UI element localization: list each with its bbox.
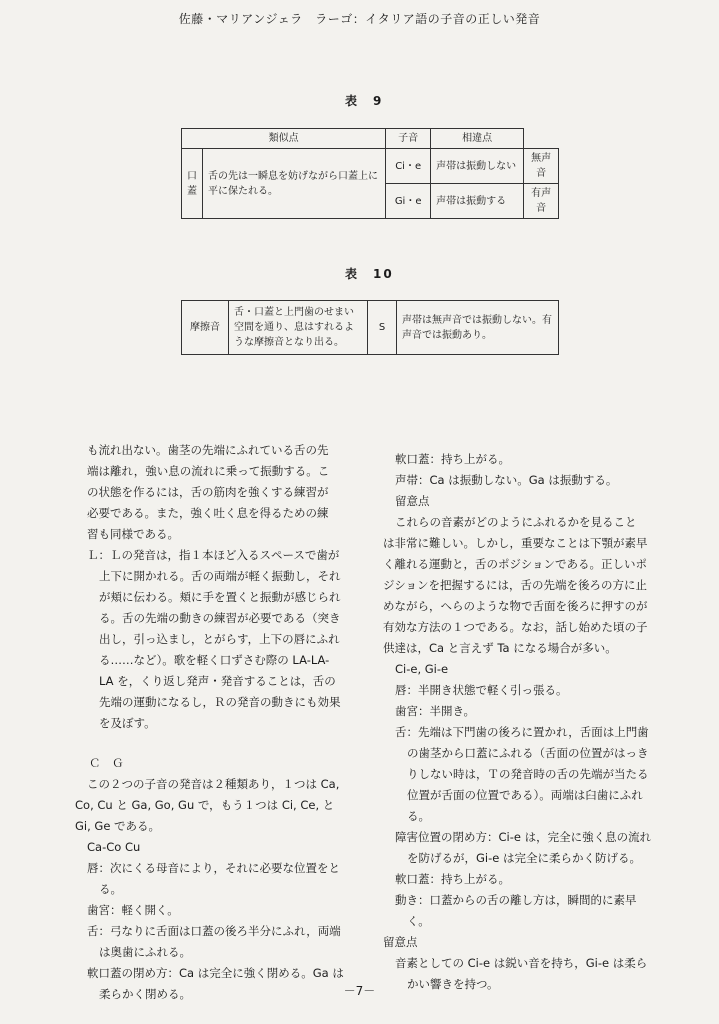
left-line: LA を，くり返し発声・発音することは，舌の xyxy=(99,674,336,688)
right-line: の歯茎から口蓋にふれる（舌面の位置がはっき xyxy=(407,746,649,760)
right-line: ジションを把握するには，舌の先端を後ろの方に止 xyxy=(383,578,647,592)
left-line: 唇：次にくる母音により，それに必要な位置をと xyxy=(87,861,340,875)
page-header: 佐藤・マリアンジェラ ラーゴ：イタリア語の子音の正しい発音 xyxy=(178,12,541,26)
table9-voicing-ci: 無声音 xyxy=(524,149,559,184)
left-column xyxy=(75,440,375,1005)
right-line: る。 xyxy=(407,809,430,823)
table10-label: 摩擦音 xyxy=(182,301,229,355)
right-line: 動き：口蓋からの舌の離し方は，瞬間的に素早 xyxy=(395,893,637,907)
left-line: この２つの子音の発音は２種類あり，１つは Ca, xyxy=(87,777,340,791)
right-line: 軟口蓋：持ち上がる。 xyxy=(395,452,510,466)
left-line: る……など）。歌を軽く口ずさむ際の LA-LA- xyxy=(99,653,330,667)
left-line: を及ぼす。 xyxy=(99,716,156,730)
left-line: る。 xyxy=(99,882,122,896)
table9-consonant-ci: Ci・e xyxy=(386,149,431,184)
left-line: 出し，引っ込まし，とがらす，上下の唇にふれ xyxy=(99,632,340,646)
right-line: は非常に難しい。しかし，重要なことは下顎が素早 xyxy=(383,536,648,550)
table9-voicing-gi: 有声音 xyxy=(524,184,559,219)
right-line: 位置が舌面の位置である）。両端は臼歯にふれ xyxy=(407,788,643,802)
right-line: 供達は，Ca と言えず Ta になる場合が多い。 xyxy=(383,641,617,655)
left-line: Co, Cu と Ga, Go, Gu で，もう１つは Ci, Ce, と xyxy=(75,798,335,812)
left-line: も流れ出ない。歯茎の先端にふれている舌の先 xyxy=(87,443,329,457)
subheading-ci-gi: Ci-e, Gi-e xyxy=(395,662,449,676)
right-line: 唇：半開き状態で軽く引っ張る。 xyxy=(395,683,568,697)
table10-consonant: S xyxy=(368,301,397,355)
page-number: －7－ xyxy=(343,984,376,998)
left-line: 舌：弓なりに舌面は口蓋の後ろ半分にふれ，両端 xyxy=(87,924,341,938)
left-line: 端は離れ，強い息の流れに乗って振動する。こ xyxy=(87,464,330,478)
left-line: 軟口蓋の閉め方：Ca は完全に強く閉める。Ga は xyxy=(87,966,344,980)
right-line: 軟口蓋：持ち上がる。 xyxy=(395,872,510,886)
table10 xyxy=(181,300,559,355)
left-line: が頬に伝わる。頬に手を置くと振動が感じられ xyxy=(99,590,341,604)
table9-row-label: 口蓋 xyxy=(182,149,203,219)
table9-similarity: 舌の先は一瞬息を妨げながら口蓋上に平に保たれる。 xyxy=(203,149,386,219)
left-line: 歯宮：軽く開く。 xyxy=(87,903,179,917)
table9-title: 表 9 xyxy=(345,94,384,108)
left-line: Gi, Ge である。 xyxy=(75,819,161,833)
section-heading-cg: Ｃ Ｇ xyxy=(89,756,124,770)
left-line: は奥歯にふれる。 xyxy=(99,945,191,959)
right-line: 障害位置の閉め方：Ci-e は，完全に強く息の流れ xyxy=(395,830,652,844)
right-line: めながら，へらのような物で舌面を後ろに押すのが xyxy=(383,599,648,613)
right-line: く。 xyxy=(407,914,430,928)
right-line: 声帯：Ca は振動しない。Ga は振動する。 xyxy=(395,473,618,487)
left-line: 先端の運動になるし，Ｒの発音の動きにも効果 xyxy=(99,695,341,709)
table9-difference-gi: 声帯は振動する xyxy=(431,184,524,219)
left-line: る。舌の先端の動きの練習が必要である（突き xyxy=(99,611,341,625)
table10-note: 声帯は無声音では振動しない。有声音では振動あり。 xyxy=(397,301,559,355)
right-line: 音素としての Ci-e は鋭い音を持ち，Gi-e は柔ら xyxy=(395,956,648,970)
right-line: 有効な方法の１つである。なお，話し始めた頃の子 xyxy=(383,620,648,634)
left-line: 必要である。また，強く吐く息を得るための練 xyxy=(87,506,329,520)
right-line: を防げるが，Gi-e は完全に柔らかく防げる。 xyxy=(407,851,641,865)
left-line: の状態を作るには，舌の筋肉を強くする練習が xyxy=(87,485,329,499)
subheading-note: 留意点 xyxy=(383,935,418,949)
left-line: 柔らかく閉める。 xyxy=(99,987,191,1001)
table9-consonant-gi: Gi・e xyxy=(386,184,431,219)
table9-header-similarity: 類似点 xyxy=(182,129,386,149)
left-line: 習も同様である。 xyxy=(87,527,179,541)
right-line: く離れる運動と，舌のポジションである。正しいポ xyxy=(383,557,647,571)
subheading-note: 留意点 xyxy=(395,494,430,508)
table9-difference-ci: 声帯は振動しない xyxy=(431,149,524,184)
table10-description: 舌・口蓋と上門歯のせまい空間を通り、息はすれるような摩擦音となり出る。 xyxy=(229,301,368,355)
left-line: 上下に開かれる。舌の両端が軽く振動し，それ xyxy=(99,569,341,583)
right-line: 舌：先端は下門歯の後ろに置かれ，舌面は上門歯 xyxy=(395,725,649,739)
right-line: りしない時は，Ｔの発音時の舌の先端が当たる xyxy=(407,767,649,781)
left-line: Ｌ：Ｌの発音は，指１本ほど入るスペースで歯が xyxy=(87,548,340,562)
table9 xyxy=(181,128,559,219)
right-line: 歯宮：半開き。 xyxy=(395,704,476,718)
subheading-ca-co-cu: Ca-Co Cu xyxy=(87,840,141,854)
right-column xyxy=(383,449,683,995)
table9-header-consonant: 子音 xyxy=(386,129,431,149)
right-line: これらの音素がどのようにふれるかを見ること xyxy=(395,515,637,529)
table9-header-difference: 相違点 xyxy=(431,129,524,149)
right-line: かい響きを持つ。 xyxy=(407,977,499,991)
table10-title: 表 10 xyxy=(345,267,394,281)
